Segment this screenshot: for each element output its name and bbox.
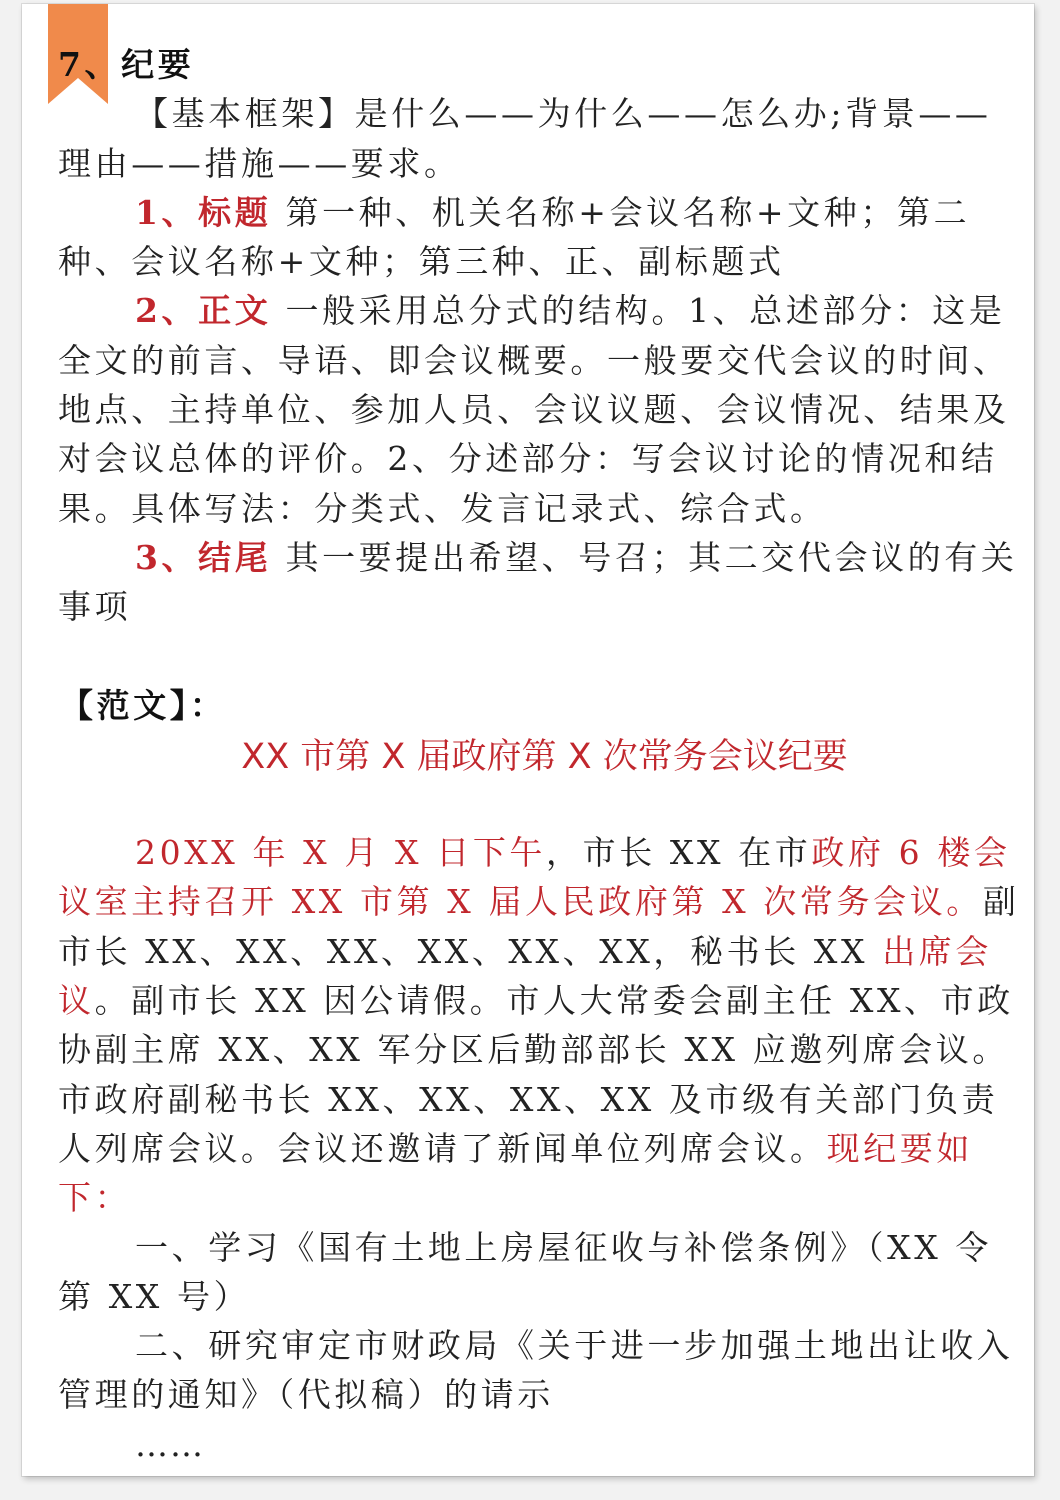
summary-intro: 现纪要如下：: [58, 1128, 974, 1218]
meeting-time: 20XX 年 X 月 X 日下午: [135, 833, 547, 873]
section-body: [58, 286, 1023, 532]
section-label: 3、结尾: [135, 537, 272, 577]
document-page: [22, 4, 1034, 1476]
attendance-note: 出席会议: [58, 931, 992, 1021]
section-heading: 7、纪要: [58, 45, 195, 84]
paragraph-text: 副市长 XX、XX、XX、XX、XX、XX，秘书长 XX: [58, 882, 1020, 971]
section-label: 2、正文: [135, 291, 272, 331]
framework-text: 【基本框架】是什么——为什么——怎么办;背景——理由——措施——要求。: [58, 94, 992, 183]
sample-document-title: XX 市第 X 届政府第 X 次常务会议纪要: [241, 736, 848, 777]
section-text: 第一种、机关名称+会议名称+文种；第二种、会议名称+文种；第三种、正、副标题式: [58, 192, 971, 282]
sample-item: 一、学习《国有土地上房屋征收与补偿条例》（XX 令第 XX 号）: [58, 1227, 992, 1316]
paragraph-text: 。副市长 XX 因公请假。市人大常委会副主任 XX、市政协副主席 XX、XX 军分区后勤部部长 XX 应邀列席会议。市政府副秘书长 XX、XX、XX、XX 及市级有关部门负责人列席会议。会议还邀请了新闻单位列席会议。: [58, 981, 1014, 1168]
ellipsis: ……: [135, 1424, 205, 1464]
meeting-location: 政府 6 楼会议室主持召开 XX 市第 X 届人民政府第 X 次常务会议。: [58, 833, 1011, 922]
sample-label-colon: ：: [189, 685, 227, 725]
section-label: 1、标题: [135, 192, 272, 232]
sample-paragraph: [58, 828, 1023, 1222]
sample-item: 二、研究审定市财政局《关于进一步加强土地出让收入管理的通知》（代拟稿）的请示: [58, 1326, 1014, 1415]
section-title: [58, 188, 1023, 287]
sample-label: 【范文】: [60, 685, 190, 725]
document-content: [58, 40, 1023, 1469]
section-text: 其一要提出希望、号召；其二交代会议的有关事项: [58, 537, 1018, 627]
section-text: 一般采用总分式的结构。1、总述部分：这是全文的前言、导语、即会议概要。一般要交代会议的时间、地点、主持单位、参加人员、会议议题、会议情况、结果及对会议总体的评价。2、分述部分：写会议讨论的情况和结果。具体写法：分类式、发言记录式、综合式。: [58, 291, 1010, 528]
section-ending: [58, 533, 1023, 632]
paragraph-text: ，市长 XX 在市: [546, 833, 812, 873]
sample-label-line: [58, 681, 1023, 730]
